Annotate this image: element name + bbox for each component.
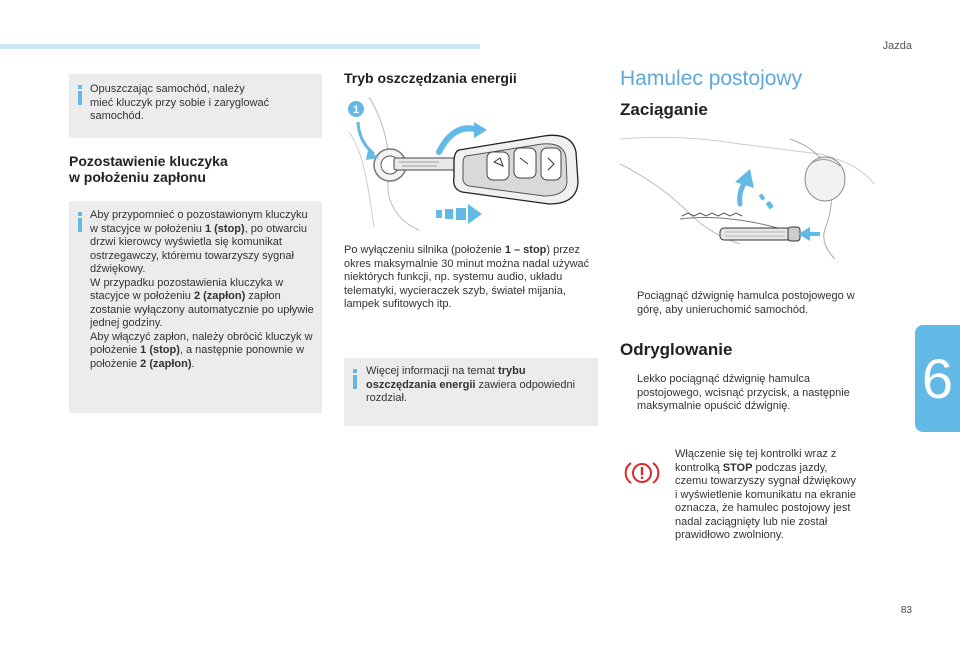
header-rule [0, 44, 480, 49]
note-text: Opuszczając samochód, należy mieć kluczyk przy sobie i zaryglować samochód. [90, 83, 270, 122]
bullet-release [620, 373, 874, 417]
info-note [69, 74, 322, 138]
bullet-apply [620, 290, 874, 320]
parking-brake-warning-icon [624, 460, 660, 486]
section-label: Jazda [882, 40, 912, 52]
info-icon [353, 369, 357, 389]
note-text: Aby przypomnieć o pozostawionym kluczyku w stacyjce w położeniu 1 (stop), po otwarciu drzwi kierowcy wyświetla się komunikat ostrzegawczy, któremu towarzyszy sygnał dźwiękowy. W przypadku pozostawienia kluczyka w stacyjce w położeniu 2 (zapłon) zapłon zostanie wyłączony automatycznie po upływie jednej godziny. Aby włączyć zapłon, należy obrócić kluczyk w położenie 1 (stop), a następnie ponownie w położenie 2 (zapłon). [90, 209, 314, 370]
page-title: Hamulec postojowy [620, 67, 803, 90]
bullet-text: Pociągnąć dźwignię hamulca postojowego w górę, aby unieruchomić samochód. [637, 290, 855, 316]
note-text: Więcej informacji na temat trybu oszczędzania energii zawiera odpowiedni rozdział. [366, 365, 576, 404]
bullet-text: Lekko pociągnąć dźwignię hamulca postojowego, wcisnąć przycisk, a następnie maksymalnie opuścić dźwignię. [637, 373, 850, 412]
page-number: 83 [900, 605, 912, 616]
figure-callout-1: 1 [352, 104, 360, 116]
key-ignition-figure [344, 92, 598, 232]
parking-brake-figure [620, 134, 874, 282]
section-heading-energy-saving: Tryb oszczędzania energii [344, 70, 517, 86]
info-note-energy [344, 358, 598, 426]
energy-saving-paragraph: Po wyłączeniu silnika (położenie 1 – stop) przez okres maksymalnie 30 minut można nadal używać niektórych funkcji, np. systemu audio, układu telematyki, wycieraczek szyb, świateł mijania, lampek sufitowych itp. [344, 244, 590, 310]
info-icon [78, 212, 82, 232]
subheading-apply: Zaciąganie [620, 100, 708, 119]
info-icon [78, 85, 82, 105]
warning-text: Włączenie się tej kontrolki wraz z kontrolką STOP podczas jazdy, czemu towarzyszy sygnał dźwiękowy i wyświetlenie komunikatu na ekranie oznacza, że hamulec postojowy jest nadal zaciągnięty lub nie został prawidłowo zwolniony. [675, 448, 856, 541]
info-note-key-reminder [69, 201, 322, 413]
section-heading-key-left: Pozostawienie kluczyka w położeniu zapłonu [69, 153, 228, 185]
subheading-release: Odryglowanie [620, 340, 733, 359]
chapter-tab: 6 [915, 325, 960, 432]
